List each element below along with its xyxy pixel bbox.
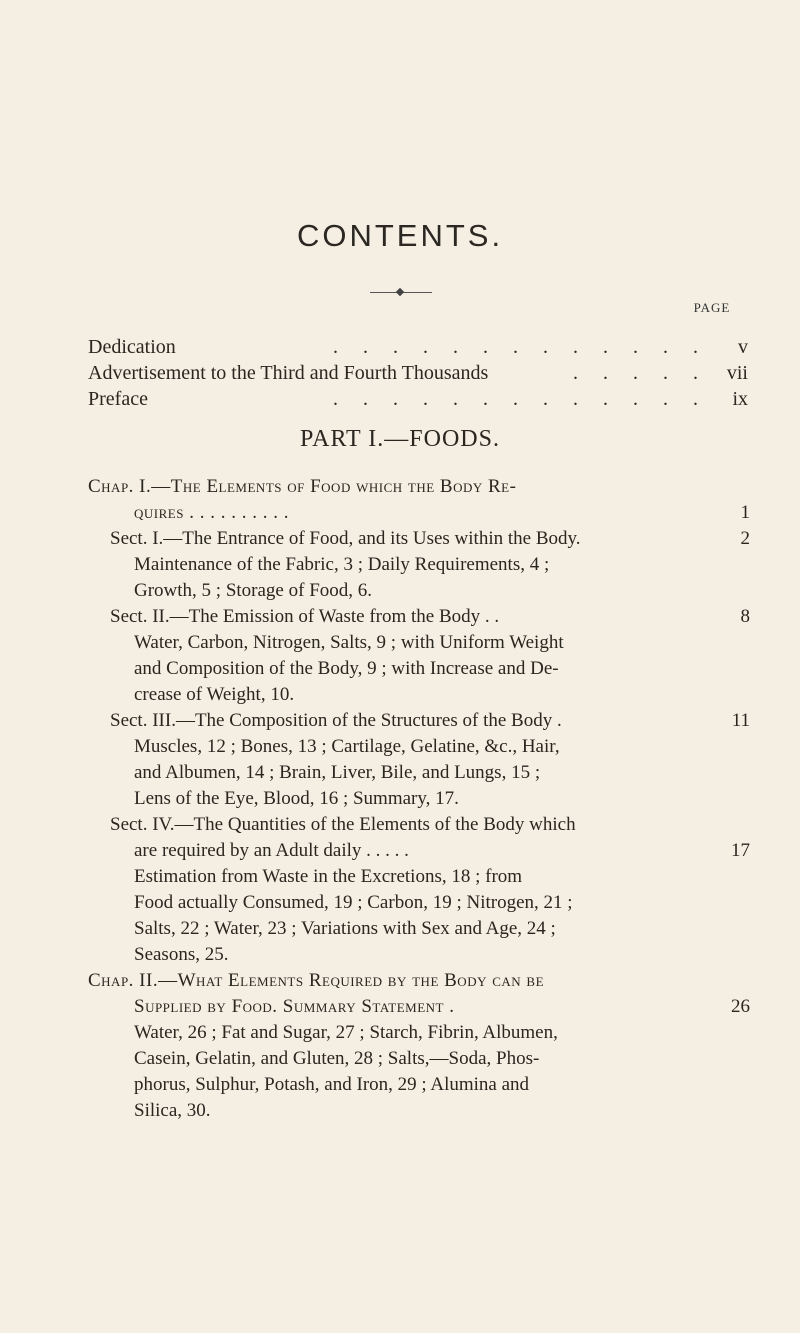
subtopic-line: Maintenance of the Fabric, 3 ; Daily Requirements, 4 ; <box>134 554 550 575</box>
toc-entry-preface[interactable] <box>88 386 748 412</box>
toc-page-number: 1 <box>740 502 750 523</box>
title-ornament-rule <box>370 292 432 293</box>
subtopic-line: Estimation from Waste in the Excretions, 18 ; from <box>134 866 523 887</box>
leader-dots: . . . . . . . . . . . . . <box>333 336 708 358</box>
chapter-heading[interactable]: Chap. II.—What Elements Required by the Body can be <box>88 970 545 991</box>
leader-dots: . . . . . . . . . . . . . <box>333 388 708 410</box>
subtopic-line: and Albumen, 14 ; Brain, Liver, Bile, and Lungs, 15 ; <box>134 762 541 783</box>
toc-page-number: vii <box>726 362 748 384</box>
subtopic-line: phorus, Sulphur, Potash, and Iron, 29 ; Alumina and <box>134 1074 530 1095</box>
toc-entry-label: Advertisement to the Third and Fourth Thousands <box>88 362 489 384</box>
subtopic-line: Seasons, 25. <box>134 944 229 965</box>
subtopic-line: and Composition of the Body, 9 ; with Increase and De- <box>134 658 559 679</box>
toc-entry-label: Preface <box>88 388 148 410</box>
subtopic-line: Casein, Gelatin, and Gluten, 28 ; Salts,—Soda, Phos- <box>134 1048 540 1069</box>
toc-entry-advertisement[interactable] <box>88 360 748 386</box>
subtopic-line: crease of Weight, 10. <box>134 684 295 705</box>
toc-page-number: 26 <box>731 996 750 1017</box>
subtopic-line: Silica, 30. <box>134 1100 211 1121</box>
subtopic-line: Salts, 22 ; Water, 23 ; Variations with Sex and Age, 24 ; <box>134 918 556 939</box>
section-entry[interactable]: Sect. II.—The Emission of Waste from the Body . . <box>110 606 500 627</box>
toc-entry-dedication[interactable] <box>88 334 748 360</box>
toc-page-number: 11 <box>731 710 750 731</box>
toc-page-number: 2 <box>740 528 750 549</box>
subtopic-line: Growth, 5 ; Storage of Food, 6. <box>134 580 373 601</box>
leader-dots: . . . . . <box>573 362 708 384</box>
page-title: CONTENTS. <box>296 218 504 253</box>
subtopic-line: Water, Carbon, Nitrogen, Salts, 9 ; with Uniform Weight <box>134 632 564 653</box>
toc-page-number: v <box>738 336 748 358</box>
section-entry[interactable]: Sect. IV.—The Quantities of the Elements of the Body which <box>110 814 576 835</box>
toc-page-number: 17 <box>731 840 750 861</box>
section-entry-cont[interactable]: are required by an Adult daily . . . . . <box>134 840 409 861</box>
toc-entry-label: Dedication <box>88 336 176 358</box>
section-entry[interactable]: Sect. III.—The Composition of the Structures of the Body . <box>110 710 562 731</box>
section-entry[interactable]: Sect. I.—The Entrance of Food, and its Uses within the Body. <box>110 528 581 549</box>
chapter-heading[interactable]: Chap. I.—The Elements of Food which the Body Re- <box>88 476 517 497</box>
chapter-heading-cont[interactable]: quires . . . . . . . . . . <box>134 502 289 523</box>
toc-page-number: ix <box>732 388 748 410</box>
page-column-header: PAGE <box>693 300 731 315</box>
part-heading: PART I.—FOODS. <box>300 426 500 452</box>
chapter-heading-cont[interactable]: Supplied by Food. Summary Statement . <box>134 996 455 1017</box>
subtopic-line: Lens of the Eye, Blood, 16 ; Summary, 17. <box>134 788 459 809</box>
subtopic-line: Water, 26 ; Fat and Sugar, 27 ; Starch, Fibrin, Albumen, <box>134 1022 558 1043</box>
subtopic-line: Muscles, 12 ; Bones, 13 ; Cartilage, Gelatine, &c., Hair, <box>134 736 560 757</box>
subtopic-line: Food actually Consumed, 19 ; Carbon, 19 ; Nitrogen, 21 ; <box>134 892 573 913</box>
toc-page-number: 8 <box>740 606 750 627</box>
diamond-ornament-icon <box>396 288 404 296</box>
